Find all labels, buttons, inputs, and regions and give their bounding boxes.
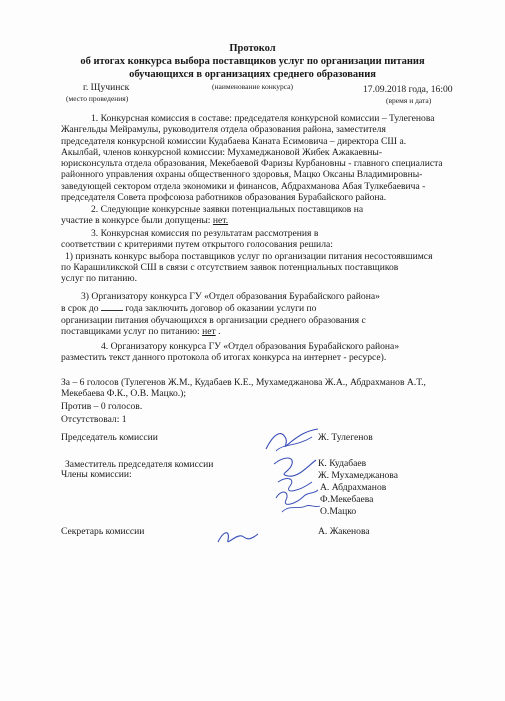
subject-caption: (наименование конкурса) bbox=[211, 82, 293, 91]
text-line: Жангельды Мейрамулы, руководителя отдела образования района, заместителя bbox=[61, 124, 386, 136]
place: г. Щучинск bbox=[83, 82, 130, 93]
members-role: Члены комиссии: bbox=[61, 469, 132, 480]
member-name: Ф.Мекебаева bbox=[320, 494, 374, 505]
paragraph-organizer-contract bbox=[61, 291, 475, 337]
text-line: услуг по питанию. bbox=[61, 273, 137, 285]
votes-block bbox=[61, 377, 475, 425]
chair-signature-icon bbox=[262, 425, 322, 455]
text-line: 2. Следующие конкурсные заявки потенциальных поставщиков на bbox=[91, 204, 364, 215]
text-line: разместить текст данного протокола об итогах конкурса на интернет - ресурсе). bbox=[61, 352, 387, 364]
paragraph-commission bbox=[61, 113, 475, 203]
paragraph-applications bbox=[61, 204, 475, 227]
paragraph-decision bbox=[61, 228, 475, 284]
text-line: организации питания обучающихся в организации среднего образования с bbox=[61, 314, 366, 326]
suppliers-value: нет bbox=[202, 325, 216, 337]
admitted-value: нет. bbox=[212, 215, 229, 227]
secretary-role: Секретарь комиссии bbox=[61, 526, 145, 537]
text-line: по Карашиликской СШ в связи с отсутствием заявок потенциальных поставщиков bbox=[61, 261, 399, 273]
paragraph-publish bbox=[61, 341, 475, 364]
text-line: Акылбай, членов конкурсной комиссии: Мухамеджановой Жибек Ажакаевны- bbox=[61, 146, 383, 158]
votes-for-cont: Мекебаева Ф.К., О.В. Мацко.); bbox=[61, 388, 187, 400]
datetime-caption: (время и дата) bbox=[386, 96, 432, 105]
blank-date-field bbox=[101, 302, 123, 311]
text-line: юрисконсульта отдела образования, Мекебаевой Фаризы Курбановны - главного специалиста bbox=[61, 158, 443, 170]
doc-title: Протокол bbox=[229, 43, 276, 54]
datetime: 17.09.2018 года, 16:00 bbox=[363, 84, 453, 95]
text-line: заведующей сектором отдела экономики и финансов, Абдрахманова Абая Тулкебаевича - bbox=[61, 180, 426, 192]
text-fragment: участие в конкурсе были допущены: bbox=[61, 215, 213, 227]
text-line: 1. Конкурсная комиссия в составе: председателя конкурсной комиссии – Тулегенова bbox=[91, 113, 435, 124]
text-line: 3. Конкурсная комиссия по результатам рассмотрения в bbox=[91, 228, 319, 239]
text-line: 1) признать конкурс выбора поставщиков услуг по организации питания несостоявшимся bbox=[65, 250, 433, 262]
text-line: районного управления охраны общественного здоровья, Мацко Оксаны Владимировны- bbox=[61, 169, 423, 181]
subject-line-1: об итогах конкурса выбора поставщиков услуг по организации питания bbox=[80, 56, 425, 67]
secretary-signature-icon bbox=[214, 524, 262, 548]
text-line: 3) Организатору конкурса ГУ «Отдел образования Бурабайского района» bbox=[81, 291, 380, 302]
subject-line-2: обучающихся в организациях среднего образования bbox=[129, 69, 376, 80]
text-line: председателя Совета профсоюза работников образования Бурабайского района. bbox=[61, 192, 387, 204]
deputy-role: Заместитель председателя комиссии bbox=[65, 459, 214, 470]
chair-name: Ж. Тулегенов bbox=[318, 432, 373, 443]
secretary-name: А. Жакенова bbox=[318, 526, 370, 537]
place-caption: (место проведения) bbox=[66, 94, 129, 103]
member-name: К. Кудабаев bbox=[318, 458, 367, 469]
text-line bbox=[61, 302, 475, 314]
chair-role: Председатель комиссии bbox=[61, 432, 158, 443]
votes-for: За – 6 голосов (Тулегенов Ж.М., Кудабаев К.Е., Мухамеджанова Ж.А., Абдрахманов А.Т., bbox=[61, 377, 426, 388]
members-signatures-icon bbox=[268, 452, 323, 522]
member-name: О.Мацко bbox=[320, 506, 357, 517]
text-line: 4. Организатору конкурса ГУ «Отдел образования Бурабайского района» bbox=[101, 341, 400, 352]
text-line: председателя конкурсной комиссии Кудабаева Каната Есимовича – директора СШ а. bbox=[61, 135, 407, 147]
text-fragment: в срок до bbox=[61, 303, 99, 315]
text-line: соответствии с критериями путем открытого голосования решила: bbox=[61, 239, 333, 251]
text-line: поставщиками услуг по питанию: нет . bbox=[61, 325, 221, 337]
text-fragment: поставщиками услуг по питанию: bbox=[61, 325, 203, 337]
member-name: Ж. Мухамеджанова bbox=[318, 470, 398, 481]
votes-absent: Отсутствовал: 1 bbox=[61, 413, 127, 425]
member-name: А. Абдрахманов bbox=[320, 482, 387, 493]
text-line bbox=[61, 215, 475, 226]
votes-against: Против – 0 голосов. bbox=[61, 400, 143, 412]
text-fragment: года заключить договор об оказании услуги по bbox=[125, 303, 317, 315]
